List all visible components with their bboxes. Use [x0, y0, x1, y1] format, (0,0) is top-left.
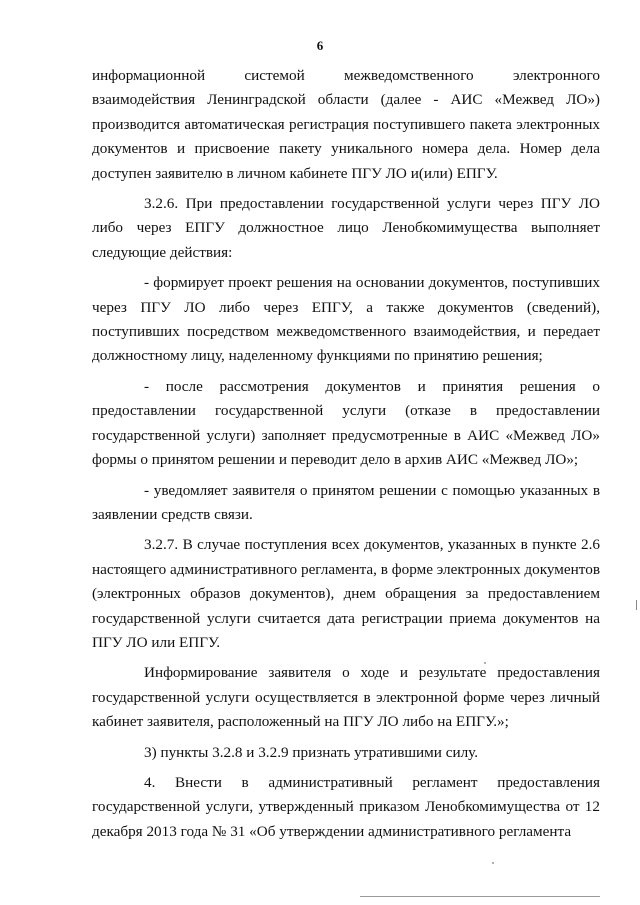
document-body	[92, 64, 600, 844]
page-number: 6	[316, 38, 324, 53]
scan-artifact-edge	[636, 600, 637, 610]
scan-artifact-line	[360, 896, 600, 897]
paragraph-continuation: информационной системой межведомственного электронного взаимодействия Ленинградской области (далее - АИС «Межвед ЛО») производится автоматическая регистрация поступившего пакета электронных документов и присвоение пакету уникального номера дела. Номер дела доступен заявителю в личном кабинете ПГУ ЛО и(или) ЕПГУ.	[92, 67, 600, 182]
paragraph-item-4: 4. Внести в административный регламент предоставления государственной услуги, утвержденный приказом Ленобкомимущества от 12 декабря 2013 года № 31 «Об утверждении административного регламента	[92, 773, 600, 840]
paragraph-3-2-6: 3.2.6. При предоставлении государственной услуги через ПГУ ЛО либо через ЕПГУ должностное лицо Ленобкомимущества выполняет следующие действия:	[92, 195, 600, 261]
paragraph-action-notify: - уведомляет заявителя о принятом решении с помощью указанных в заявлении средств связи.	[92, 481, 600, 523]
paragraph-informing: Информирование заявителя о ходе и результате предоставления государственной услуги осуществляется в электронной форме через личный кабинет заявителя, расположенный на ПГУ ЛО либо на ЕПГУ.»;	[92, 664, 600, 731]
paragraph-action-decision: - после рассмотрения документов и принятия решения о предоставлении государственной услуги (отказе в предоставлении государственной услуги) заполняет предусмотренные в АИС «Межвед ЛО» формы о принятом решении и переводит дело в архив АИС «Межвед ЛО»;	[92, 377, 600, 469]
paragraph-3-2-7: 3.2.7. В случае поступления всех документов, указанных в пункте 2.6 настоящего административного регламента, в форме электронных документов (электронных образов документов), днем обращения за предоставлением государственной услуги считается дата регистрации приема документов на ПГУ ЛО или ЕПГУ.	[92, 536, 600, 651]
paragraph-action-draft: - формирует проект решения на основании документов, поступивших через ПГУ ЛО либо через ЕПГУ, а также документов (сведений), поступивших посредством межведомственного взаимодействия, и передает должностному лицу, наделенному функциями по принятию решения;	[92, 274, 600, 365]
scan-artifact-dot	[492, 862, 494, 864]
scan-artifact-dot	[484, 662, 486, 664]
paragraph-item-3: 3) пункты 3.2.8 и 3.2.9 признать утратившими силу.	[144, 743, 479, 761]
